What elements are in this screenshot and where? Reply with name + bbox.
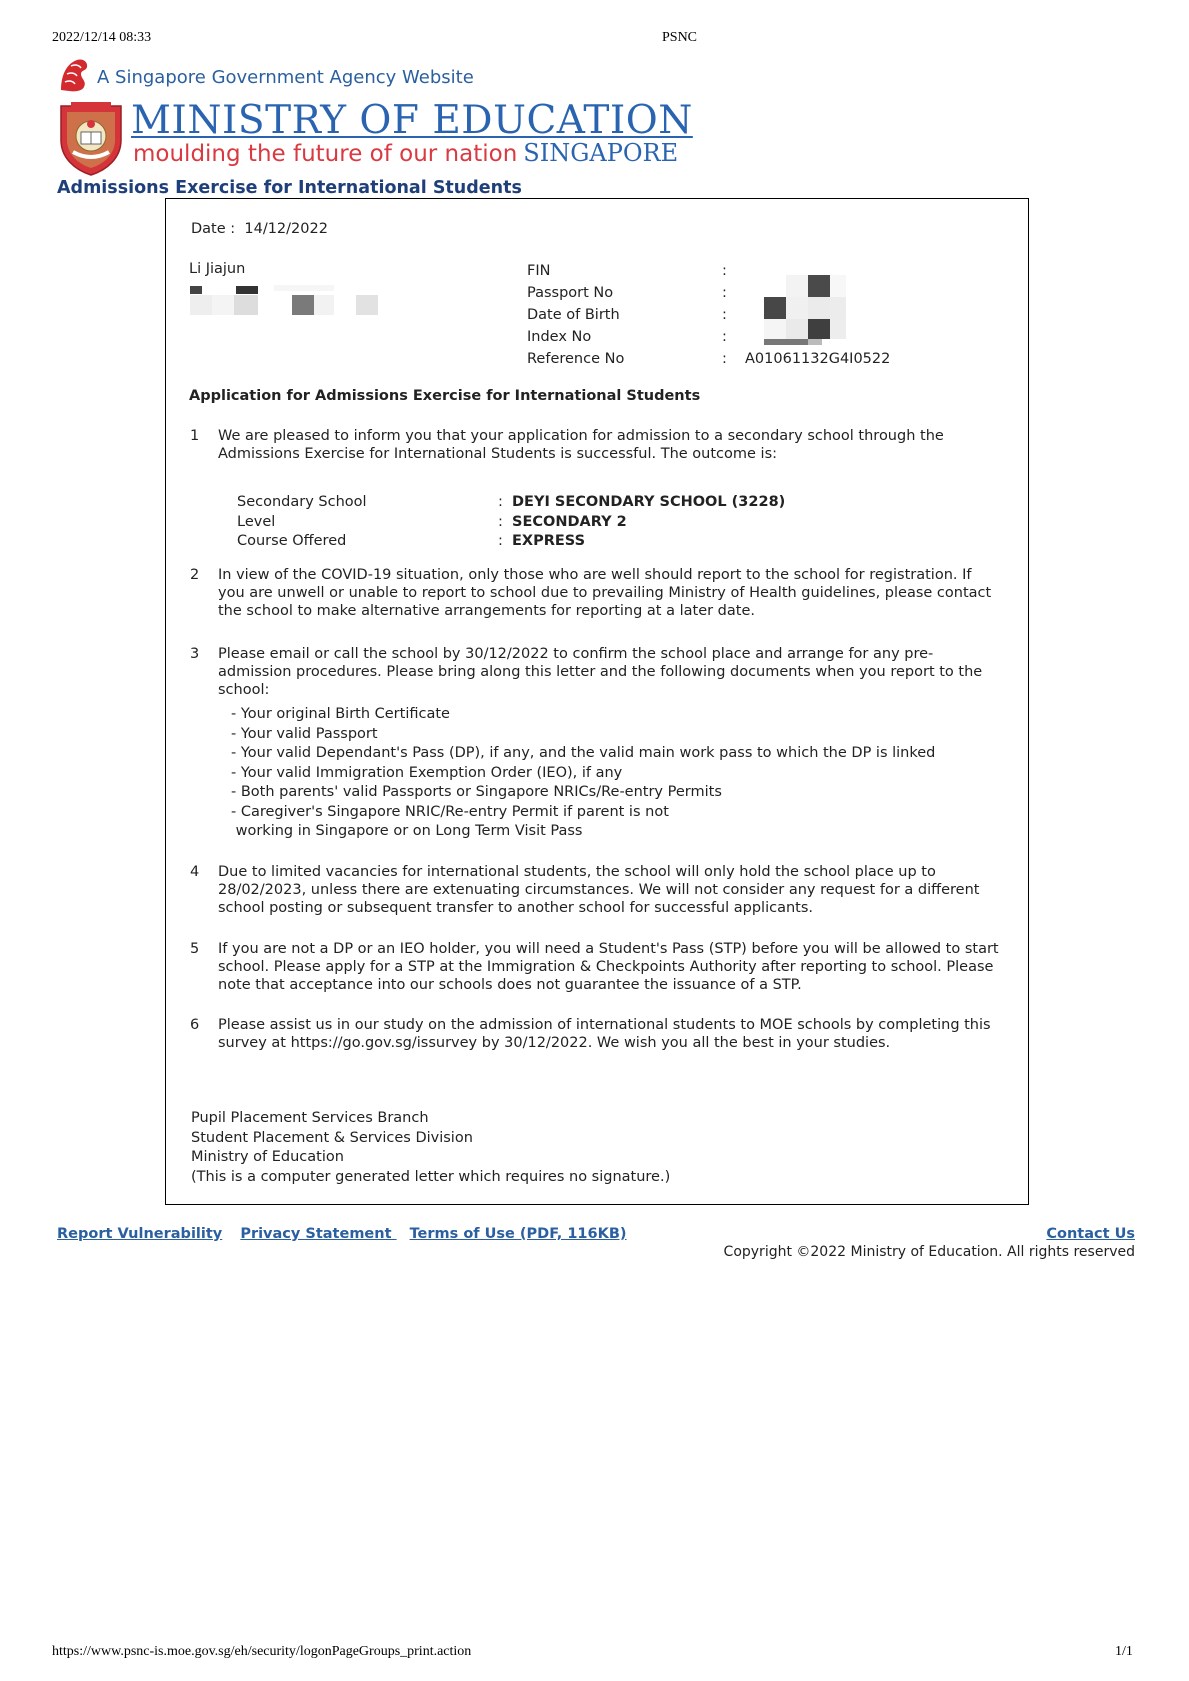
tagline-text: moulding the future of our nation: [133, 141, 518, 167]
page-heading: Admissions Exercise for International Students: [57, 178, 522, 198]
signoff-line: Student Placement & Services Division: [191, 1129, 473, 1146]
print-url: https://www.psnc-is.moe.gov.sg/eh/security/logonPageGroups_print.action: [52, 1644, 472, 1659]
footer-links: [57, 1226, 640, 1242]
print-page-number: 1/1: [1115, 1644, 1133, 1659]
letter-subject: Application for Admissions Exercise for International Students: [189, 388, 701, 404]
signoff-block: [191, 1109, 670, 1187]
signoff-line: Pupil Placement Services Branch: [191, 1110, 429, 1126]
paragraph-text: In view of the COVID-19 situation, only those who are well should report to the school for registration. If you are unwell or unable to report to school due to prevailing Ministry of Health guidelines, please contact the school to make alternative arrangements for reporting at a later date.: [218, 567, 992, 619]
outcome-value: SECONDARY 2: [512, 513, 627, 530]
paragraph-text: If you are not a DP or an IEO holder, you will need a Student's Pass (STP) before you will be allowed to start school. Please apply for a STP at the Immigration & Checkpoints Authority after reporting to school. Please note that acceptance into our schools does not guarantee the issuance of a STP.: [218, 941, 999, 993]
privacy-statement-link[interactable]: Privacy Statement: [240, 1226, 397, 1242]
list-item: - Your original Birth Certificate: [231, 706, 450, 722]
copyright-text: Copyright ©2022 Ministry of Education. All rights reserved: [723, 1244, 1135, 1260]
list-item: - Your valid Dependant's Pass (DP), if any, and the valid main work pass to which the DP is linked: [231, 745, 936, 761]
contact-us-link[interactable]: Contact Us: [1046, 1226, 1135, 1242]
outcome-row: Secondary School : DEYI SECONDARY SCHOOL (3228): [237, 493, 785, 513]
date-label: Date :: [191, 221, 236, 237]
date-value: 14/12/2022: [244, 221, 328, 237]
id-label-passport: Passport No: [527, 285, 614, 301]
report-vulnerability-link[interactable]: Report Vulnerability: [57, 1226, 223, 1242]
outcome-label: Level: [237, 513, 276, 530]
id-colon: :: [722, 263, 727, 279]
outcome-value: DEYI SECONDARY SCHOOL (3228): [512, 494, 786, 510]
letter-date: [191, 221, 328, 237]
id-colon: :: [722, 329, 727, 345]
paragraph-text: Please assist us in our study on the admission of international students to MOE schools by completing this survey at https://go.gov.sg/issurvey by 30/12/2022. We wish you all the best in your studies.: [218, 1017, 991, 1051]
id-label-reference: Reference No: [527, 351, 625, 367]
paragraph-text: We are pleased to inform you that your application for admission to a secondary school through the Admissions Exercise for International Students is successful. The outcome is:: [218, 428, 944, 462]
paragraph-3: [190, 645, 1000, 699]
outcome-row: Level : SECONDARY 2: [237, 513, 785, 533]
letter-box: [165, 198, 1029, 1205]
paragraph-1: [190, 427, 1000, 463]
outcome-table: [237, 493, 785, 552]
paragraph-2: [190, 566, 1000, 620]
signoff-line: (This is a computer generated letter which requires no signature.): [191, 1168, 671, 1185]
recipient-name: Li Jiajun: [189, 261, 246, 277]
paragraph-text: Due to limited vacancies for international students, the school will only hold the school place up to 28/02/2023, unless there are extenuating circumstances. We will not consider any request for a different school posting or subsequent transfer to another school for successful applicants.: [218, 864, 980, 916]
id-label-dob: Date of Birth: [527, 307, 620, 323]
outcome-label: Course Offered: [237, 533, 347, 549]
paragraph-number: 1: [190, 428, 200, 444]
id-label-index: Index No: [527, 329, 592, 345]
id-colon: :: [722, 285, 727, 301]
list-item: working in Singapore or on Long Term Visit Pass: [231, 823, 583, 839]
id-label-fin: FIN: [527, 263, 551, 279]
outcome-row: Course Offered : EXPRESS: [237, 532, 785, 552]
documents-list: [231, 705, 935, 842]
print-site-title: PSNC: [662, 30, 698, 45]
list-item: - Your valid Immigration Exemption Order (IEO), if any: [231, 764, 623, 781]
moe-title: MINISTRY OF EDUCATION: [131, 98, 693, 143]
print-datetime: 2022/12/14 08:33: [52, 30, 152, 45]
paragraph-number: 4: [190, 864, 200, 880]
paragraph-number: 6: [190, 1017, 200, 1033]
paragraph-number: 5: [190, 941, 200, 957]
outcome-value: EXPRESS: [512, 533, 586, 549]
list-item: - Caregiver's Singapore NRIC/Re-entry Permit if parent is not: [231, 803, 669, 820]
paragraph-text: Please email or call the school by 30/12/2022 to confirm the school place and arrange for any pre-admission procedures. Please bring along this letter and the following documents when you report to the school:: [218, 646, 983, 698]
list-item: - Your valid Passport: [231, 725, 378, 742]
tagline-country: SINGAPORE: [523, 139, 679, 167]
outcome-label: Secondary School: [237, 494, 367, 510]
paragraph-5: [190, 940, 1000, 994]
signoff-line: Ministry of Education: [191, 1149, 344, 1165]
moe-crest-icon: [57, 100, 125, 180]
agency-text: A Singapore Government Agency Website: [97, 66, 474, 88]
list-item: - Both parents' valid Passports or Singapore NRICs/Re-entry Permits: [231, 784, 722, 800]
agency-banner: [57, 58, 474, 96]
id-colon: :: [722, 351, 727, 367]
paragraph-number: 2: [190, 567, 200, 583]
paragraph-number: 3: [190, 646, 200, 662]
id-colon: :: [722, 307, 727, 323]
moe-tagline: [133, 139, 678, 167]
id-value-reference: A01061132G4I0522: [745, 351, 891, 367]
terms-of-use-link[interactable]: Terms of Use (PDF, 116KB): [409, 1226, 627, 1242]
paragraph-4: [190, 863, 1000, 917]
merlion-icon: [57, 56, 91, 98]
paragraph-6: [190, 1016, 1000, 1052]
